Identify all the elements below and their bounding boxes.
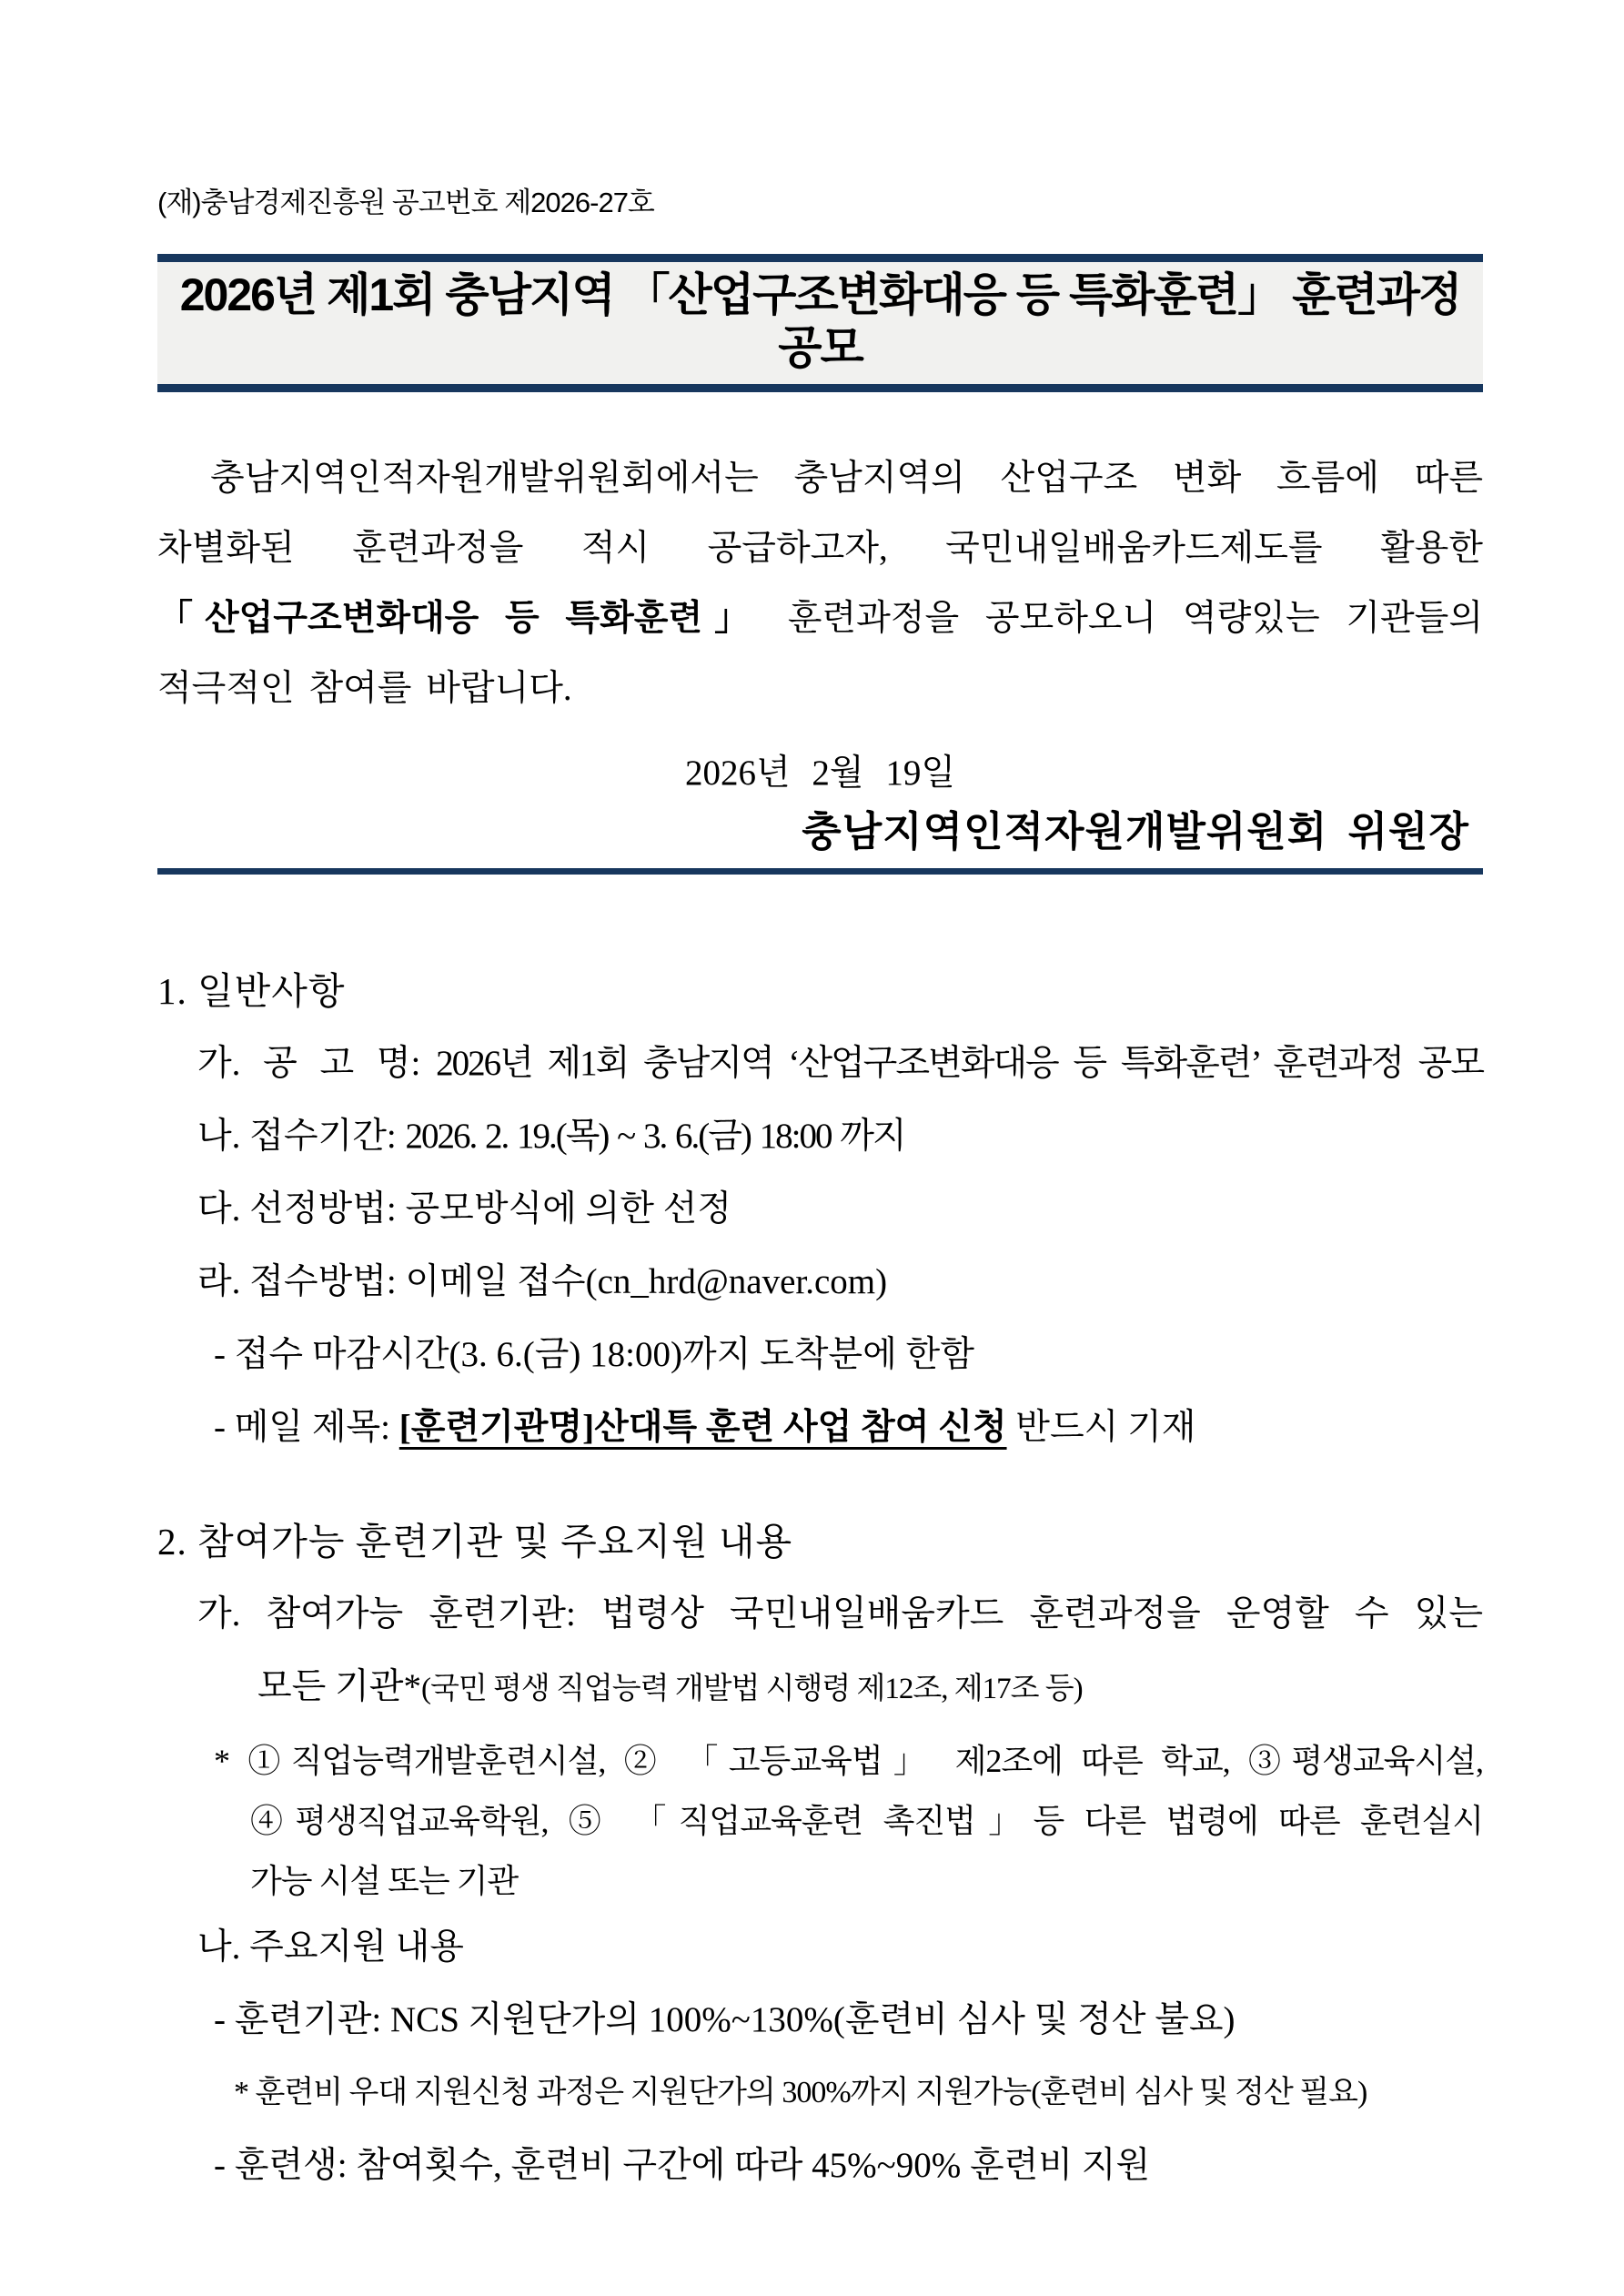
section-1-heading: 1. 일반사항: [157, 970, 346, 1012]
intro-line-1: 충남지역인적자원개발위원회에서는 충남지역의 산업구조 변화 흐름에 따른: [210, 459, 1483, 498]
intro-line-4: 적극적인 참여를 바랍니다.: [157, 669, 572, 708]
item-application-period-label: 나. 접수기간:: [197, 1117, 397, 1156]
page-title: 2026년 제1회 충남지역 「산업구조변화대응 등 특화훈련」 훈련과정 공모: [179, 269, 1461, 373]
eligible-institutions-law-note: (국민 평생 직업능력 개발법 시행령 제12조, 제17조 등): [420, 1673, 1083, 1705]
mail-subject-prefix: - 메일 제목:: [214, 1408, 391, 1447]
intro-line-2: 차별화된 훈련과정을 적시 공급하고자, 국민내일배움카드제도를 활용한: [157, 529, 1483, 568]
item-main-support-heading: 나. 주요지원 내용: [197, 1927, 464, 1967]
item-application-period-value: 2026. 2. 19.(목) ~ 3. 6.(금) 18:00 까지: [405, 1117, 905, 1156]
doc-number-line: (재)충남경제진흥원 공고번호 제2026-27호: [157, 187, 654, 218]
intro-line-3: [157, 583, 1483, 653]
eligible-institutions-all: 모든 기관*: [257, 1667, 421, 1706]
item-submission-method-label: 라. 접수방법:: [197, 1262, 397, 1301]
item-submission-method-value: 이메일 접수(cn_hrd@naver.com): [405, 1262, 888, 1301]
signature-line: 충남지역인적자원개발위원회 위원장: [802, 809, 1469, 855]
announcement-date: 2026년 2월 19일: [684, 754, 956, 793]
title-banner: [157, 254, 1483, 392]
item-submission-method: [157, 1246, 1483, 1319]
item-application-period: [157, 1100, 1483, 1173]
item-selection-method-label: 다. 선정방법:: [197, 1189, 397, 1229]
intro-paragraph: [157, 443, 1483, 723]
mail-subject-required-title: [훈련기관명]산대특 훈련 사업 참여 신청: [398, 1408, 1007, 1447]
item-eligible-institutions-line-2: [157, 1651, 1483, 1725]
item-announcement-name-label: 가. 공 고 명:: [197, 1044, 421, 1083]
item-eligible-institutions-line-1: 가. 참여가능 훈련기관: 법령상 국민내일배움카드 훈련과정을 운영할 수 있는: [197, 1594, 1483, 1633]
intro-line-3-bold: 「산업구조변화대응 등 특화훈련」: [157, 599, 762, 638]
institution-types-footnote: [157, 1731, 1483, 1911]
mail-subject-suffix: 반드시 기재: [1015, 1408, 1196, 1447]
divider-rule: [157, 868, 1483, 875]
intro-line-3-rest: 훈련과정을 공모하오니 역량있는 기관들의: [787, 599, 1484, 638]
item-announcement-name-value: 2026년 제1회 충남지역 ‘산업구조변화대응 등 특화훈련’ 훈련과정 공모: [436, 1044, 1483, 1083]
footnote-line-1: * ①직업능력개발훈련시설, ② 「고등교육법」 제2조에 따른 학교, ③평생교육시설,: [214, 1743, 1483, 1779]
item-announcement-name: [157, 1027, 1483, 1100]
section-2-heading: 2. 참여가능 훈련기관 및 주요지원 내용: [157, 1521, 793, 1563]
support-training-institution: - 훈련기관: NCS 지원단가의 100%~130%(훈련비 심사 및 정산 불요): [214, 2000, 1236, 2039]
sub-item-deadline: - 접수 마감시간(3. 6.(금) 18:00)까지 도착분에 한함: [214, 1335, 974, 1374]
support-trainee: - 훈련생: 참여횟수, 훈련비 구간에 따라 45%~90% 훈련비 지원: [214, 2146, 1151, 2185]
footnote-line-3: 가능 시설 또는 기관: [250, 1863, 519, 1899]
item-selection-method-value: 공모방식에 의한 선정: [405, 1189, 732, 1229]
item-selection-method: [157, 1173, 1483, 1246]
sub-item-mail-subject: [157, 1391, 1483, 1464]
support-training-institution-note: * 훈련비 우대 지원신청 과정은 지원단가의 300%까지 지원가능(훈련비 심사 및 정산 필요): [234, 2076, 1367, 2109]
footnote-line-2: ④평생직업교육학원, ⑤ 「직업교육훈련 촉진법」등 다른 법령에 따른 훈련실시: [250, 1803, 1483, 1839]
